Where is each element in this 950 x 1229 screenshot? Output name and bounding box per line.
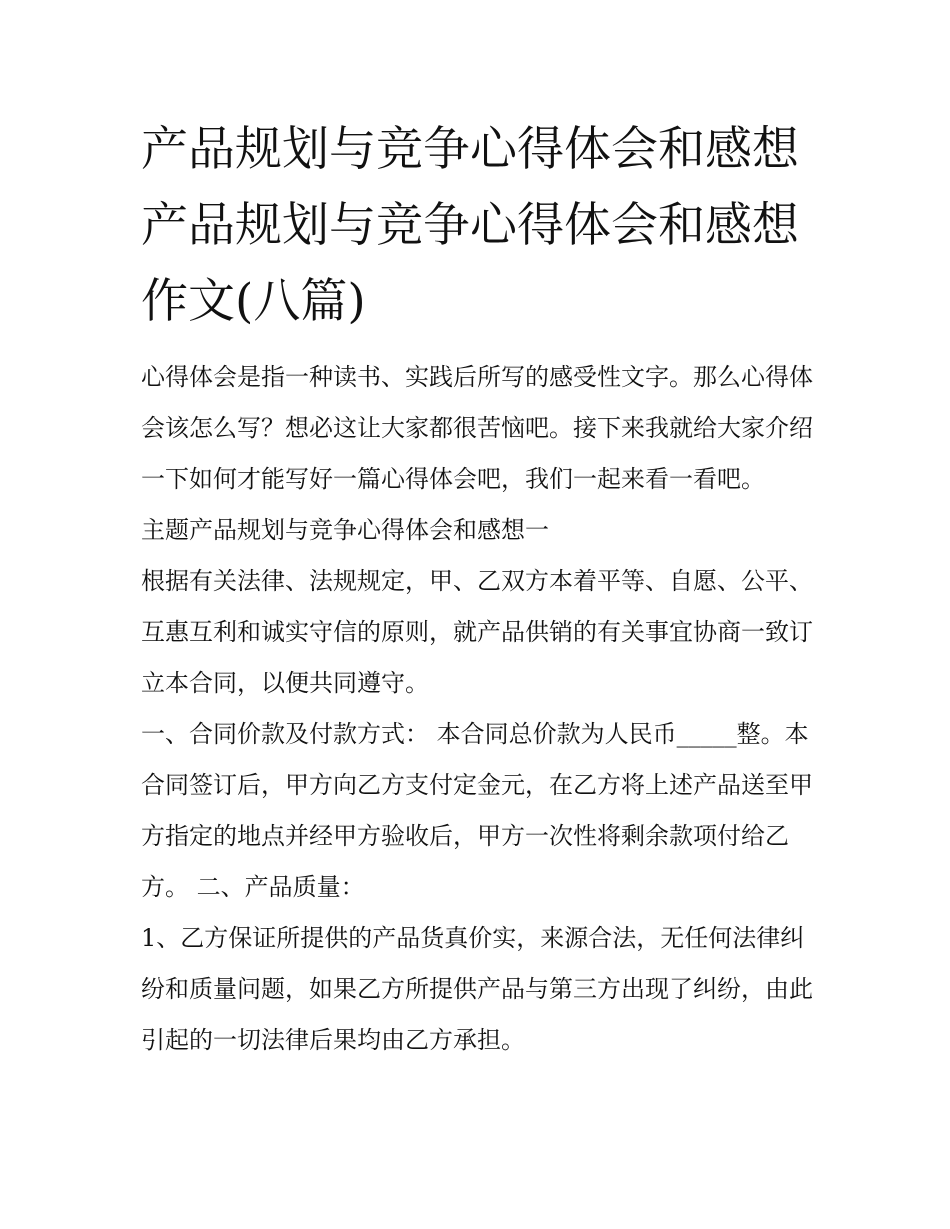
paragraph-quality-clause: 1、乙方保证所提供的产品货真价实，来源合法，无任何法律纠纷和质量问题，如果乙方所提供产品与第三方出现了纠纷，由此引起的一切法律后果均由乙方承担。 bbox=[141, 924, 813, 1054]
document-title: 产品规划与竞争心得体会和感想 产品规划与竞争心得体会和感想作文(八篇) bbox=[141, 122, 799, 329]
paragraph-contract-preamble: 根据有关法律、法规规定，甲、乙双方本着平等、自愿、公平、互惠互利和诚实守信的原则，就产品供销的有关事宜协商一致订立本合同，以便共同遵守。 bbox=[141, 567, 813, 697]
paragraph-payment-terms: 一、合同价款及付款方式： 本合同总价款为人民币_____整。本合同签订后，甲方向乙方支付定金元，在乙方将上述产品送至甲方指定的地点并经甲方验收后，甲方一次性将剩余款项付给乙方。 二、产品质量： bbox=[141, 720, 813, 901]
paragraph-intro: 心得体会是指一种读书、实践后所写的感受性文字。那么心得体会该怎么写？想必这让大家都很苦恼吧。接下来我就给大家介绍一下如何才能写好一篇心得体会吧，我们一起来看一看吧。 bbox=[141, 363, 813, 493]
paragraph-section-heading: 主题产品规划与竞争心得体会和感想一 bbox=[141, 516, 549, 544]
document-body bbox=[141, 352, 821, 1066]
